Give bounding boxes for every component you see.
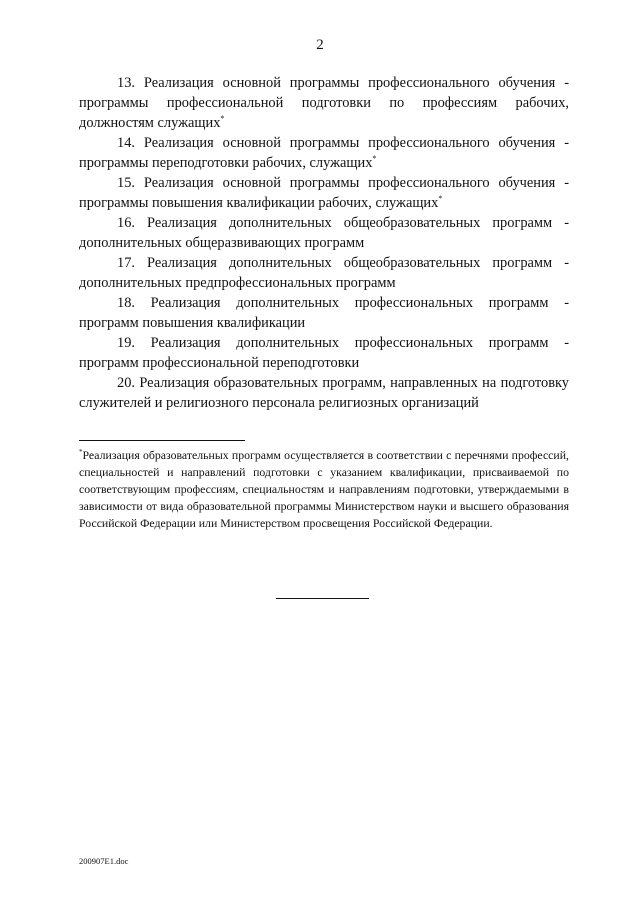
list-item <box>79 173 569 213</box>
list-item-text: 17. Реализация дополнительных общеобразовательных программ - дополнительных предпрофессиональных программ <box>79 255 569 291</box>
list-item <box>79 133 569 173</box>
list-item-text: 19. Реализация дополнительных профессиональных программ - программ профессиональной переподготовки <box>79 335 569 371</box>
list-item-text: 13. Реализация основной программы профессионального обучения - программы профессиональной подготовки по профессиям рабочих, должностям служащих <box>79 75 569 131</box>
activity-list <box>79 73 569 413</box>
list-item-text: 15. Реализация основной программы профессионального обучения - программы повышения квалификации рабочих, служащих <box>79 175 569 211</box>
list-item <box>79 73 569 133</box>
list-item <box>79 373 569 413</box>
footnote-mark: * <box>79 448 83 457</box>
page-number: 2 <box>316 37 324 53</box>
footnote-text: Реализация образовательных программ осуществляется в соответствии с перечнями профессий, специальностей и направлений подготовки с указанием квалификации, присваиваемой по соответствующим профессиям, специальностям и направлениям подготовки, утверждаемыми в зависимости от вида образовательной программы Министерством науки и высшего образования Российской Федерации или Министерством просвещения Российской Федерации. <box>79 448 569 530</box>
footnote-mark: * <box>220 114 225 124</box>
list-item <box>79 253 569 293</box>
list-item <box>79 293 569 333</box>
list-item-text: 18. Реализация дополнительных профессиональных программ - программ повышения квалификации <box>79 295 569 331</box>
footnote <box>79 447 569 532</box>
end-of-document-rule <box>276 598 369 599</box>
list-item <box>79 333 569 373</box>
list-item-text: 20. Реализация образовательных программ, направленных на подготовку служителей и религиозного персонала религиозных организаций <box>79 375 569 411</box>
document-id: 200907E1.doc <box>79 856 129 866</box>
list-item-text: 14. Реализация основной программы профессионального обучения - программы переподготовки рабочих, служащих <box>79 135 569 171</box>
footnote-separator <box>79 440 245 441</box>
footnote-mark: * <box>372 154 377 164</box>
footnote-mark: * <box>438 194 443 204</box>
list-item <box>79 213 569 253</box>
list-item-text: 16. Реализация дополнительных общеобразовательных программ - дополнительных общеразвивающих программ <box>79 215 569 251</box>
